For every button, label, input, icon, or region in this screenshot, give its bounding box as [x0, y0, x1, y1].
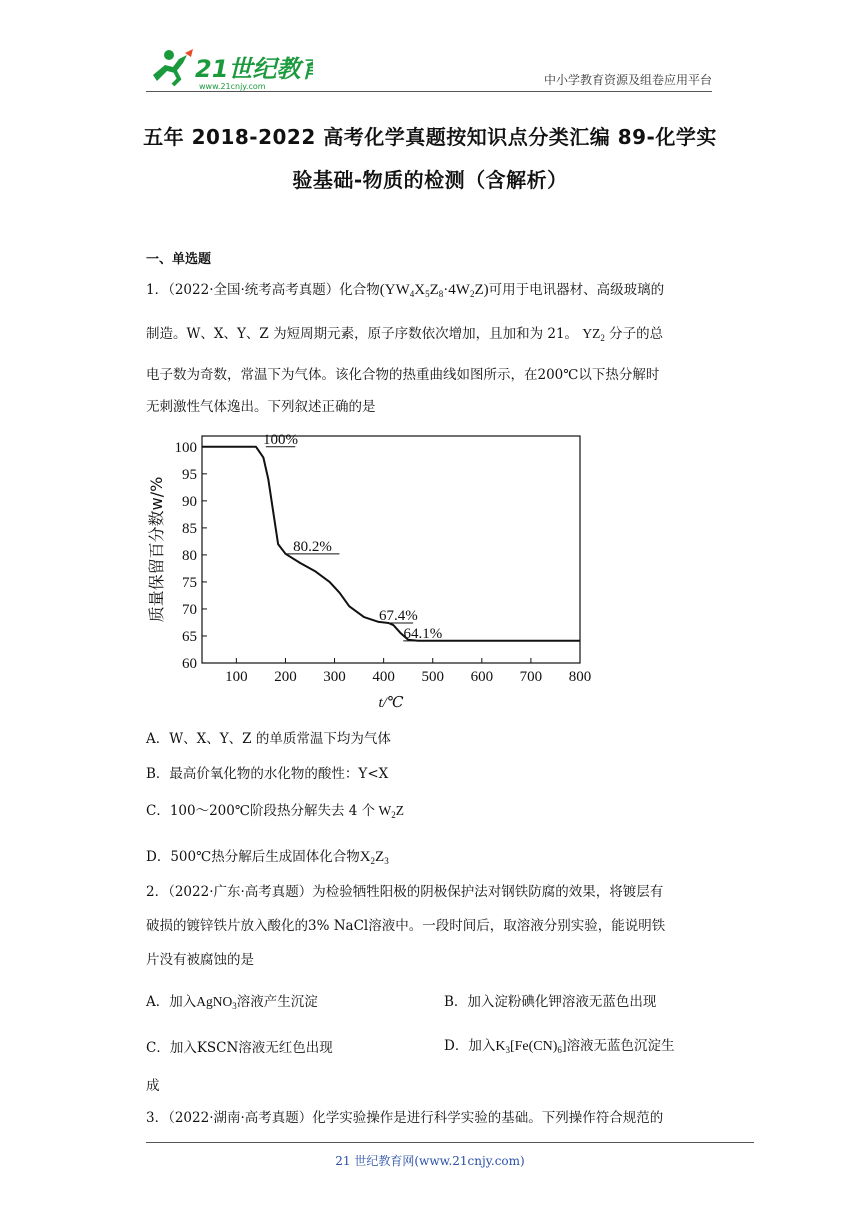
annotation-label: 67.4%	[378, 608, 418, 625]
y-tick-label: 80	[182, 547, 197, 564]
q1-line1: 1．（2022·全国·统考高考真题）化合物$(YW_4X_5Z_8\cdot 4W_2Z)$可用于电讯器材、高级玻璃的	[146, 282, 665, 299]
section-heading: 一、单选题	[146, 252, 212, 267]
logo-url: www.21cnjy.com	[199, 82, 266, 91]
annotation-label: 100%	[263, 431, 299, 448]
x-tick-label: 800	[568, 669, 592, 685]
annotation-label: 80.2%	[293, 538, 332, 555]
q1-line4: 无刺激性气体逸出。下列叙述正确的是	[146, 399, 376, 415]
plot-frame	[202, 436, 580, 663]
q2-option-d[interactable]: D．加入$K_3[Fe(CN)_6]$溶液无蓝色沉淀生	[444, 1038, 675, 1055]
site-logo	[143, 45, 313, 93]
q1-line3: 电子数为奇数，常温下为气体。该化合物的热重曲线如图所示，在200℃以下热分解时	[146, 367, 660, 383]
q1-option-c[interactable]: C．100～200℃阶段热分解失去 4 个 $W_2Z$	[146, 803, 405, 820]
y-tick-label: 70	[182, 601, 197, 618]
doc-title-line2: 验基础-物质的检测（含解析）	[292, 168, 568, 192]
q2-line3: 片没有被腐蚀的是	[146, 952, 254, 968]
footer-link[interactable]: 21 世纪教育网(www.21cnjy.com)	[335, 1154, 525, 1168]
q1-formula: $(YW_4X_5Z_8\cdot 4W_2Z)$	[379, 282, 489, 299]
doc-title-line1: 五年 2018-2022 高考化学真题按知识点分类汇编 89-化学实	[143, 125, 717, 149]
header-platform-text: 中小学教育资源及组卷应用平台	[543, 73, 712, 87]
q2-option-d-formula: $K_3[Fe(CN)_6]$	[495, 1039, 567, 1055]
q2-option-d-continued: 成	[146, 1078, 160, 1094]
y-tick-label: 75	[182, 574, 197, 591]
x-tick-label: 200	[274, 669, 297, 685]
q2-option-c[interactable]: C．加入KSCN溶液无红色出现	[146, 1040, 333, 1056]
q2-option-a-formula: AgNO$_3$	[196, 994, 237, 1011]
tga-chart	[146, 428, 606, 722]
y-tick-label: 65	[182, 628, 197, 645]
x-tick-label: 400	[372, 669, 395, 685]
q1-line2: 制造。W、X、Y、Z 为短周期元素，原子序数依次增加，且加和为 21。 $YZ_2$ 分子的总	[146, 326, 664, 343]
logo-text: 21世纪教育	[195, 55, 313, 83]
q2-option-a[interactable]: A．加入AgNO$_3$溶液产生沉淀	[146, 994, 318, 1011]
q2-line1: 2．（2022·广东·高考真题）为检验牺牲阳极的阴极保护法对钢铁防腐的效果，将镀层有	[146, 884, 664, 900]
q1-option-d-formula: $X_2Z_3$	[359, 849, 389, 866]
y-tick-label: 90	[182, 493, 197, 510]
footer-divider	[146, 1142, 754, 1143]
x-tick-label: 600	[470, 669, 494, 685]
q1-option-a[interactable]: A．W、X、Y、Z 的单质常温下均为气体	[146, 731, 391, 747]
y-tick-label: 100	[174, 439, 197, 456]
y-tick-label: 60	[182, 656, 197, 672]
q3-line1: 3．（2022·湖南·高考真题）化学实验操作是进行科学实验的基础。下列操作符合规范的	[146, 1110, 664, 1126]
x-tick-label: 700	[519, 669, 543, 685]
runner-icon	[153, 49, 193, 85]
y-axis-label: 质量保留百分数w/%	[147, 476, 166, 623]
q2-line2: 破损的镀锌铁片放入酸化的3% NaCl溶液中。一段时间后，取溶液分别实验，能说明铁	[146, 918, 666, 934]
x-tick-label: 300	[323, 669, 346, 685]
q1-yz2-formula: $YZ_2$	[582, 326, 605, 343]
x-tick-label: 500	[421, 669, 444, 685]
x-axis-label: t/℃	[378, 695, 404, 711]
q2-option-b[interactable]: B．加入淀粉碘化钾溶液无蓝色出现	[444, 994, 657, 1010]
x-tick-label: 100	[225, 669, 248, 685]
y-tick-label: 95	[182, 466, 197, 483]
q1-option-c-formula: $W_2Z$	[375, 803, 405, 820]
q1-option-d[interactable]: D．500℃热分解后生成固体化合物$X_2Z_3$	[146, 849, 389, 866]
q1-option-b[interactable]: B．最高价氧化物的水化物的酸性：Y<X	[146, 766, 389, 782]
header-divider	[146, 91, 712, 92]
y-tick-label: 85	[182, 520, 197, 537]
annotation-label: 64.1%	[403, 625, 443, 642]
